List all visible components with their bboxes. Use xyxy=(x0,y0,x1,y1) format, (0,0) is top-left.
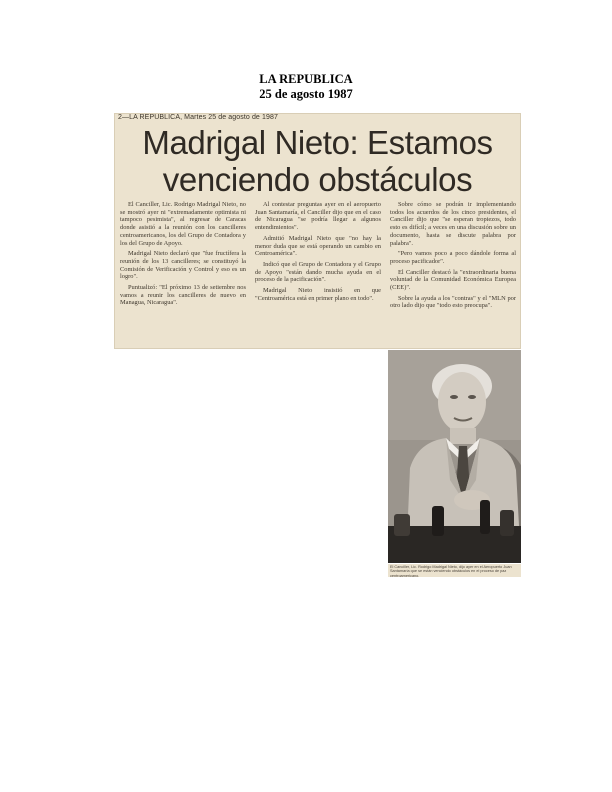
paragraph: Admitió Madrigal Nieto que "no hay la menor duda que se está operando un cambio en Centroamérica". xyxy=(255,234,381,258)
portrait-illustration xyxy=(388,350,521,563)
article-column-3 xyxy=(390,201,516,313)
paragraph: Indicó que el Grupo de Contadora y el Grupo de Apoyo "están dando mucha ayuda en el proceso de la pacificación". xyxy=(255,260,381,284)
article-column-1 xyxy=(120,201,246,310)
paragraph: Madrigal Nieto declaró que "fue fructífera la reunión de los 13 cancilleres; se constituyó la Comisión de Verificación y Control y eso es un logro". xyxy=(120,250,246,281)
article-headline xyxy=(114,124,521,198)
page-header xyxy=(0,72,612,102)
paragraph: Al contestar preguntas ayer en el aeropuerto Juan Santamaría, el Canciller dijo que en el caso de Nicaragua "se podría llegar a algunos entendimientos". xyxy=(255,201,381,232)
paragraph: Madrigal Nieto insistió en que "Centroamérica está en primer plano en todo". xyxy=(255,287,381,302)
headline-line-1: Madrigal Nieto: Estamos xyxy=(142,124,493,161)
paragraph: Sobre la ayuda a los "contras" y el "MLN por otro lado dijo que "todo esto preocupa". xyxy=(390,294,516,310)
paragraph: El Canciller, Lic. Rodrigo Madrigal Nieto, no se mostró ayer ni "extremadamente optimista ni tampoco pesimista", al regresar de Caracas donde asistió a la reunión con los cancilleres centroamericanos, los del Grupo de Contadora y los del Grupo de Apoyo. xyxy=(120,201,246,247)
newspaper-clipping xyxy=(114,113,521,349)
article-column-2 xyxy=(255,201,381,305)
headline-line-2: venciendo obstáculos xyxy=(162,161,473,198)
paragraph: "Pero vamos poco a poco dándole forma al proceso pacificador". xyxy=(390,250,516,265)
paragraph: El Canciller destacó la "extraordinaria buena voluntad de la Comunidad Económica Europea (CEE)". xyxy=(390,268,516,292)
paragraph: Sobre cómo se podrán ir implementando todos los acuerdos de los cinco presidentes, el Canciller dijo que "se esperan tropiezos, todo esto es difícil; a veces en una discusión sobre un documento, hasta se discute palabra por palabra". xyxy=(390,201,516,247)
article-body xyxy=(120,201,517,347)
portrait-photo xyxy=(388,350,521,563)
photo-caption: El Canciller, Lic. Rodrigo Madrigal Nieto, dijo ayer en el Aeropuerto Juan Santamaría que se están venciendo obstáculos en el proceso de paz centroamericano. xyxy=(388,564,521,577)
paragraph: Puntualizó: "El próximo 13 de setiembre nos vamos a reunir los cancilleres de nuevo en Managua, Nicaragua". xyxy=(120,284,246,307)
publication-date: 25 de agosto 1987 xyxy=(259,87,353,101)
newspaper-name: LA REPUBLICA xyxy=(259,72,353,86)
clipping-dateline: 2—LA REPUBLICA, Martes 25 de agosto de 1987 xyxy=(118,114,278,121)
